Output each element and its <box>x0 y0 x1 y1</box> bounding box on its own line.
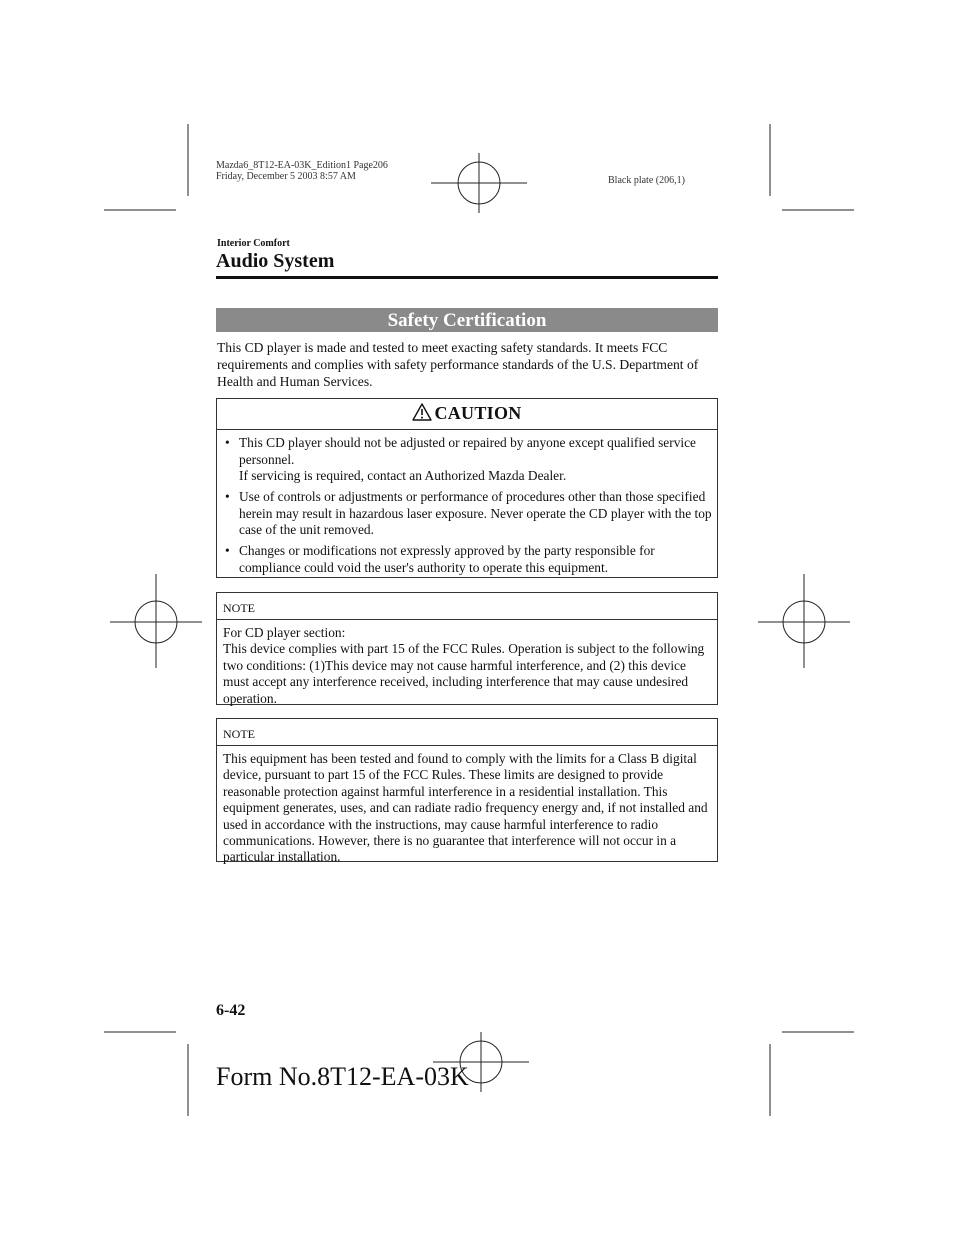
page-number: 6-42 <box>216 1002 246 1019</box>
note-body-line1: For CD player section: <box>223 625 346 640</box>
note-box <box>216 592 718 705</box>
caution-item-extra: If servicing is required, contact an Authorized Mazda Dealer. <box>239 468 567 483</box>
caution-item-text: Changes or modifications not expressly approved by the party responsible for compliance could void the user's authority to operate this equipment. <box>239 543 655 575</box>
bullet-icon: • <box>225 435 230 450</box>
registration-mark-icon <box>431 153 527 213</box>
caution-heading <box>217 403 717 426</box>
note-box <box>216 718 718 865</box>
caution-item <box>225 489 713 539</box>
caution-item <box>225 435 713 485</box>
bullet-icon: • <box>225 489 230 504</box>
note-heading: NOTE <box>223 601 255 615</box>
print-header-line2: Friday, December 5 2003 8:57 AM <box>216 171 356 182</box>
note-heading: NOTE <box>223 727 255 741</box>
caution-divider <box>217 429 717 430</box>
caution-box <box>216 398 718 578</box>
print-header-line1: Mazda6_8T12-EA-03K_Edition1 Page206 <box>216 160 388 171</box>
intro-paragraph: This CD player is made and tested to meet exacting safety standards. It meets FCC requirements and complies with safety performance standards of the U.S. Department of Health and Human Services. <box>217 340 699 389</box>
caution-item-text: Use of controls or adjustments or performance of procedures other than those specified herein may result in hazardous laser exposure. Never operate the CD player with the top case of the unit removed. <box>239 489 712 537</box>
page-title: Audio System <box>216 250 335 272</box>
warning-triangle-icon <box>412 403 432 426</box>
registration-mark-icon <box>758 574 850 668</box>
caution-item <box>225 543 713 576</box>
registration-mark-icon <box>110 574 202 668</box>
bullet-icon: • <box>225 543 230 558</box>
caution-item-text: This CD player should not be adjusted or repaired by anyone except qualified service personnel. <box>239 435 696 467</box>
caution-heading-text: CAUTION <box>434 403 522 423</box>
note-divider <box>217 745 717 746</box>
section-banner: Safety Certification <box>216 308 718 332</box>
print-header-plate: Black plate (206,1) <box>608 175 685 186</box>
note-body <box>223 625 715 707</box>
note-divider <box>217 619 717 620</box>
note-body-text: This device complies with part 15 of the FCC Rules. Operation is subject to the following two conditions: (1)This device may not cause harmful interference, and (2) this device must accept any interference received, including interference that may cause undesired operation. <box>223 641 705 706</box>
note-body-text: This equipment has been tested and found to comply with the limits for a Class B digital device, pursuant to part 15 of the FCC Rules. These limits are designed to provide reasonable protection against harmful interference in a residential installation. This equipment generates, uses, and can radiate radio frequency energy and, if not installed and used in accordance with the instructions, may cause harmful interference to radio communications. However, there is no guarantee that interference will not occur in a particular installation. <box>223 751 708 865</box>
form-number: Form No.8T12-EA-03K <box>216 1062 469 1091</box>
section-label: Interior Comfort <box>217 238 290 249</box>
title-rule <box>216 276 718 279</box>
